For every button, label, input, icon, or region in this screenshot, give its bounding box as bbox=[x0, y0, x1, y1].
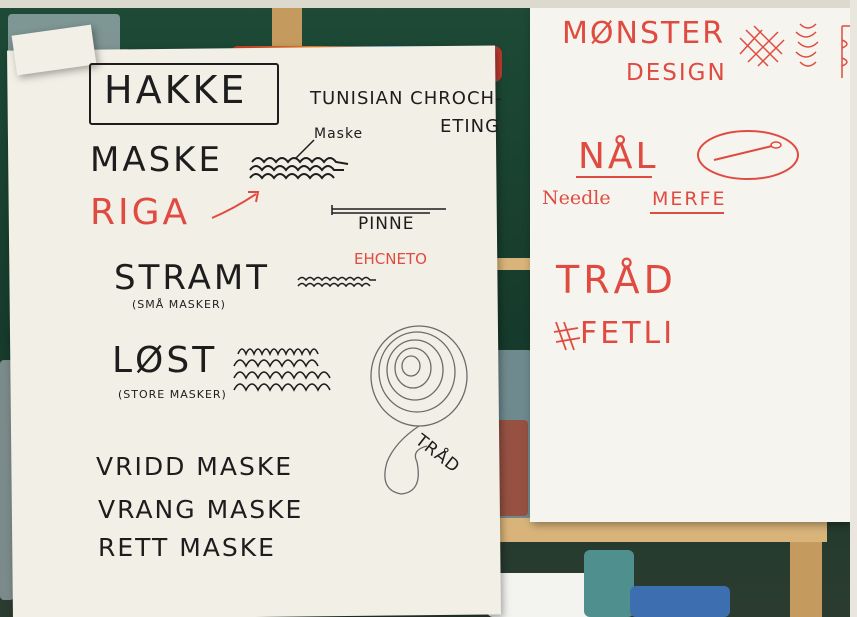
pattern-doodles bbox=[738, 18, 853, 78]
merfe-label: MERFE bbox=[652, 188, 727, 210]
hakke-title: HAKKE bbox=[104, 68, 248, 112]
yarn-ball-drawing bbox=[365, 322, 475, 502]
maske-label: MASKE bbox=[90, 140, 223, 180]
stramt-label: STRAMT bbox=[114, 258, 270, 298]
riga-arrow bbox=[210, 188, 270, 223]
riga-label: RIGA bbox=[90, 192, 191, 233]
monster-label: MØNSTER bbox=[562, 16, 726, 51]
lost-label: LØST bbox=[112, 340, 218, 381]
needle-circle-drawing bbox=[696, 128, 800, 182]
stramt-stitch-drawing bbox=[296, 274, 380, 294]
needle-label: Needle bbox=[542, 187, 611, 209]
fetli-strike-doodle bbox=[552, 318, 582, 352]
traad-label-left: TRÅD bbox=[411, 430, 464, 478]
design-label: DESIGN bbox=[626, 60, 727, 86]
blue-cloth bbox=[630, 586, 730, 617]
tunisian-subtitle-line2: ETING bbox=[440, 116, 501, 137]
naal-label: NÅL bbox=[578, 136, 659, 177]
fetli-label: FETLI bbox=[580, 316, 676, 351]
lost-note: (STORE MASKER) bbox=[118, 388, 227, 401]
naal-underline bbox=[574, 174, 654, 180]
vridd-maske-label: VRIDD MASKE bbox=[96, 452, 294, 481]
photo-frame-right bbox=[850, 0, 857, 617]
photo-frame-top bbox=[0, 0, 857, 8]
maske-stitch-drawing bbox=[248, 140, 358, 190]
tunisian-subtitle-line1: TUNISIAN CHROCH- bbox=[310, 88, 503, 109]
vrang-maske-label: VRANG MASKE bbox=[98, 495, 304, 524]
traad-label-right: TRÅD bbox=[556, 258, 677, 302]
rett-maske-label: RETT MASKE bbox=[98, 533, 276, 562]
lost-stitch-drawing bbox=[232, 344, 342, 400]
maske-note: Maske bbox=[314, 126, 364, 142]
pinne-red-note: EHCNETO bbox=[354, 250, 427, 268]
merfe-underline bbox=[648, 210, 728, 216]
teal-cloth bbox=[584, 550, 634, 617]
stramt-note: (SMÅ MASKER) bbox=[132, 298, 226, 311]
pinne-label: PINNE bbox=[358, 214, 415, 234]
